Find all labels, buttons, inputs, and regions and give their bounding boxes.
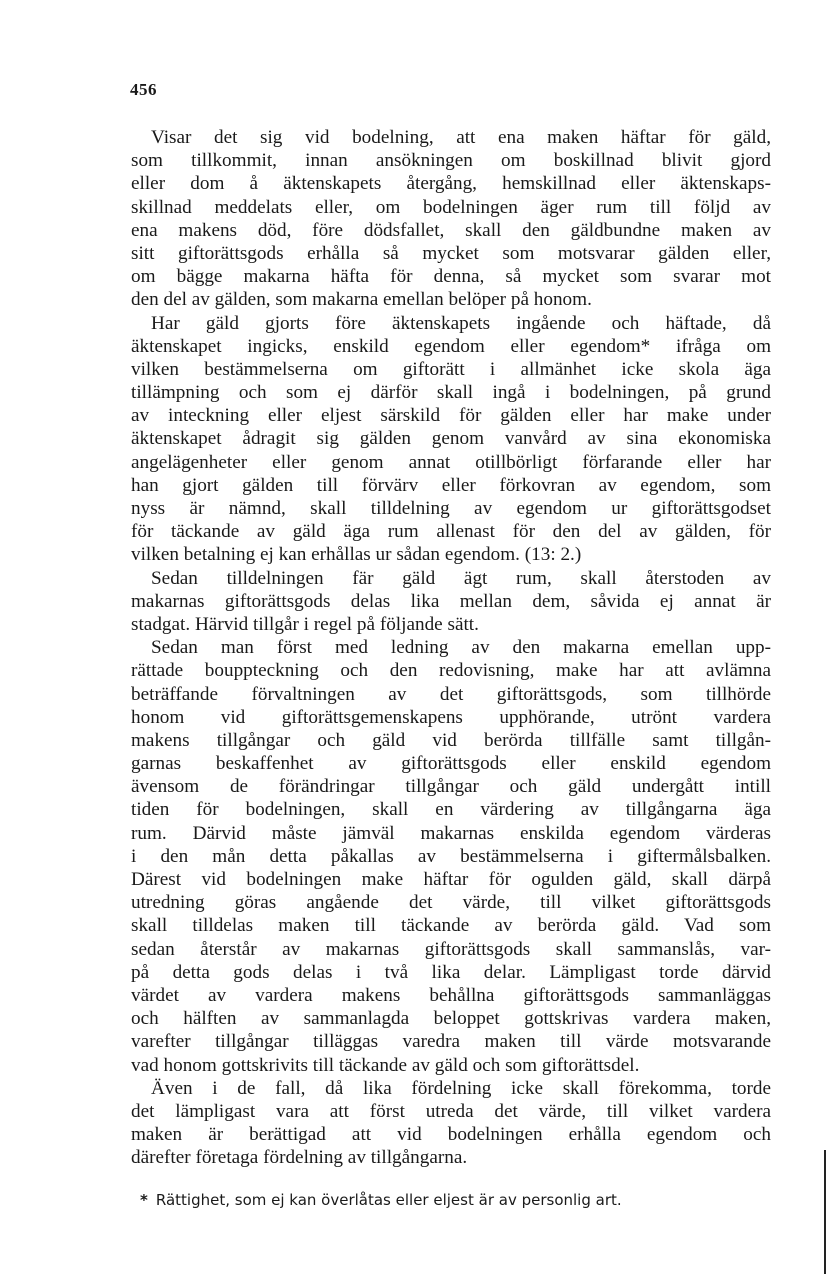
text-line: i den mån detta påkallas av bestämmelserna i giftermålsbalken. xyxy=(131,845,771,867)
text-line: honom vid giftorättsgemenskapens upphörande, utrönt vardera xyxy=(131,706,771,728)
footnote xyxy=(140,1191,622,1209)
text-line: vilken betalning ej kan erhållas ur sådan egendom. (13: 2.) xyxy=(131,544,582,566)
text-line: tillämpning och som ej därför skall ingå i bodelningen, på grund xyxy=(131,382,771,404)
text-line: på detta gods delas i två lika delar. Lämpligast torde därvid xyxy=(131,961,771,983)
text-line: om bägge makarna häfta för denna, så mycket som svarar mot xyxy=(131,266,771,288)
text-line: sedan återstår av makarnas giftorättsgods skall sammanslås, var- xyxy=(131,938,771,960)
text-line: eller dom å äktenskapets återgång, hemskillnad eller äktenskaps- xyxy=(131,173,771,195)
text-line: som tillkommit, innan ansökningen om boskillnad blivit gjord xyxy=(131,150,771,172)
text-line: beträffande förvaltningen av det giftorättsgods, som tillhörde xyxy=(131,683,771,705)
text-line: Sedan man först med ledning av den makarna emellan upp- xyxy=(151,637,771,659)
text-line: sitt giftorättsgods erhålla så mycket som motsvarar gälden eller, xyxy=(131,242,771,264)
text-line: angelägenheter eller genom annat otillbörligt förfarande eller har xyxy=(131,451,771,473)
text-line: Därest vid bodelningen make häftar för ogulden gäld, skall därpå xyxy=(131,869,771,890)
text-line: äktenskapet ådragit sig gälden genom vanvård av sina ekonomiska xyxy=(131,428,771,450)
text-line: Sedan tilldelningen fär gäld ägt rum, skall återstoden av xyxy=(151,567,771,589)
text-line: rättade bouppteckning och den redovisning, make har att avlämna xyxy=(131,660,771,682)
text-line: vilken bestämmelserna om giftorätt i allmänhet icke skola äga xyxy=(131,358,771,380)
text-line: garnas beskaffenhet av giftorättsgods eller enskild egendom xyxy=(131,753,771,775)
text-line: värdet av vardera makens behållna giftorättsgods sammanläggas xyxy=(131,984,771,1006)
text-line: Visar det sig vid bodelning, att ena maken häftar för gäld, xyxy=(151,127,771,148)
text-line: stadgat. Härvid tillgår i regel på följande sätt. xyxy=(131,613,479,635)
page-number: 456 xyxy=(130,80,157,99)
text-line: makens tillgångar och gäld vid berörda tillfälle samt tillgån- xyxy=(131,729,771,751)
text-line: maken är berättigad att vid bodelningen erhålla egendom och xyxy=(131,1124,771,1146)
text-line: han gjort gälden till förvärv eller förkovran av egendom, som xyxy=(131,474,771,496)
text-line: Har gäld gjorts före äktenskapets ingående och häftade, då xyxy=(151,312,771,334)
page-edge-mark xyxy=(824,1150,826,1274)
text-line: ävensom de förändringar tillgångar och gäld undergått intill xyxy=(131,776,771,798)
text-line: det lämpligast vara att först utreda det värde, till vilket vardera xyxy=(131,1100,771,1122)
text-line: av inteckning eller eljest särskild för gälden eller har make under xyxy=(131,405,771,427)
footnote-marker: * xyxy=(140,1191,148,1209)
text-line: för täckande av gäld äga rum allenast för den del av gälden, för xyxy=(131,521,771,543)
text-line: Även i de fall, då lika fördelning icke skall förekomma, torde xyxy=(151,1077,771,1099)
text-line: varefter tillgångar tilläggas varedra maken till värde motsvarande xyxy=(131,1031,771,1053)
text-line: utredning göras angående det värde, till vilket giftorättsgods xyxy=(131,892,771,914)
text-line: den del av gälden, som makarna emellan belöper på honom. xyxy=(131,289,592,311)
text-line: nyss är nämnd, skall tilldelning av egendom ur giftorättsgodset xyxy=(131,498,771,519)
text-line: skillnad meddelats eller, om bodelningen äger rum till följd av xyxy=(131,196,771,218)
text-line: skall tilldelas maken till täckande av berörda gäld. Vad som xyxy=(131,915,771,937)
text-line: därefter företaga fördelning av tillgångarna. xyxy=(131,1147,468,1169)
text-line: vad honom gottskrivits till täckande av gäld och som giftorättsdel. xyxy=(131,1054,640,1076)
text-line: rum. Därvid måste jämväl makarnas enskilda egendom värderas xyxy=(131,822,771,844)
text-line: äktenskapet ingicks, enskild egendom eller egendom* ifråga om xyxy=(131,335,771,357)
text-line: tiden för bodelningen, skall en värdering av tillgångarna äga xyxy=(131,799,771,821)
text-line: makarnas giftorättsgods delas lika mellan dem, såvida ej annat är xyxy=(131,590,771,612)
text-line: och hälften av sammanlagda beloppet gottskrivas vardera maken, xyxy=(131,1008,771,1030)
footnote-text: Rättighet, som ej kan överlåtas eller eljest är av personlig art. xyxy=(155,1191,622,1209)
body-text xyxy=(131,126,771,1169)
text-line: ena makens död, före dödsfallet, skall den gäldbundne maken av xyxy=(131,219,771,241)
